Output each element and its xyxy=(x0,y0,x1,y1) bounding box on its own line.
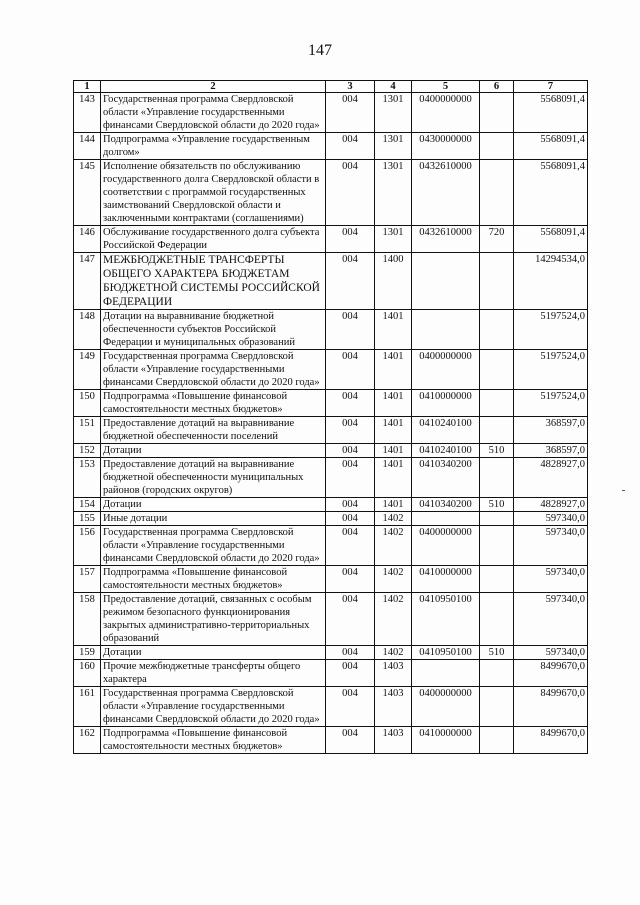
table-row xyxy=(74,390,588,417)
cell-amount: 8499670,0 xyxy=(514,687,588,727)
cell-section-code: 1401 xyxy=(375,498,412,512)
table-row xyxy=(74,512,588,526)
cell-section-code: 1403 xyxy=(375,660,412,687)
cell-item-name: Предоставление дотаций на выравнивание бюджетной обеспеченности поселений xyxy=(101,417,326,444)
header-col-4: 4 xyxy=(375,81,412,93)
cell-row-number: 146 xyxy=(74,226,101,253)
cell-target-code: 0432610000 xyxy=(412,226,480,253)
cell-row-number: 148 xyxy=(74,310,101,350)
cell-ministry-code: 004 xyxy=(326,390,375,417)
table-row xyxy=(74,458,588,498)
cell-row-number: 150 xyxy=(74,390,101,417)
cell-row-number: 145 xyxy=(74,160,101,226)
cell-ministry-code: 004 xyxy=(326,133,375,160)
cell-row-number: 158 xyxy=(74,593,101,646)
cell-section-code: 1400 xyxy=(375,253,412,310)
cell-expense-type: 510 xyxy=(480,646,514,660)
cell-expense-type: 510 xyxy=(480,498,514,512)
cell-section-code: 1402 xyxy=(375,646,412,660)
cell-row-number: 152 xyxy=(74,444,101,458)
cell-expense-type: 510 xyxy=(480,444,514,458)
header-row xyxy=(74,81,588,93)
cell-section-code: 1403 xyxy=(375,727,412,754)
cell-row-number: 153 xyxy=(74,458,101,498)
header-col-2: 2 xyxy=(101,81,326,93)
table-row xyxy=(74,646,588,660)
cell-amount: 597340,0 xyxy=(514,512,588,526)
cell-row-number: 155 xyxy=(74,512,101,526)
cell-row-number: 160 xyxy=(74,660,101,687)
cell-row-number: 149 xyxy=(74,350,101,390)
cell-amount: 5568091,4 xyxy=(514,93,588,133)
cell-row-number: 154 xyxy=(74,498,101,512)
cell-ministry-code: 004 xyxy=(326,226,375,253)
cell-ministry-code: 004 xyxy=(326,498,375,512)
table-row xyxy=(74,566,588,593)
cell-expense-type xyxy=(480,253,514,310)
table-row xyxy=(74,444,588,458)
cell-ministry-code: 004 xyxy=(326,512,375,526)
cell-section-code: 1402 xyxy=(375,526,412,566)
cell-row-number: 143 xyxy=(74,93,101,133)
cell-target-code: 0432610000 xyxy=(412,160,480,226)
cell-amount: 8499670,0 xyxy=(514,660,588,687)
cell-target-code xyxy=(412,253,480,310)
cell-ministry-code: 004 xyxy=(326,458,375,498)
cell-ministry-code: 004 xyxy=(326,350,375,390)
table-row xyxy=(74,133,588,160)
cell-item-name: Государственная программа Свердловской области «Управление государственными финансами Свердловской области до 2020 года» xyxy=(101,350,326,390)
cell-amount: 597340,0 xyxy=(514,526,588,566)
cell-amount: 5197524,0 xyxy=(514,310,588,350)
cell-section-code: 1401 xyxy=(375,310,412,350)
cell-section-code: 1402 xyxy=(375,593,412,646)
cell-amount: 5568091,4 xyxy=(514,226,588,253)
cell-item-name: Исполнение обязательств по обслуживанию государственного долга Свердловской области в соответствии с программой государственных заимствований Свердловской области и заключенными контрактами (соглашениями) xyxy=(101,160,326,226)
cell-amount: 8499670,0 xyxy=(514,727,588,754)
cell-target-code: 0410240100 xyxy=(412,417,480,444)
cell-amount: 5197524,0 xyxy=(514,390,588,417)
cell-ministry-code: 004 xyxy=(326,417,375,444)
cell-expense-type xyxy=(480,390,514,417)
cell-section-code: 1401 xyxy=(375,444,412,458)
cell-target-code: 0410950100 xyxy=(412,593,480,646)
table-row xyxy=(74,310,588,350)
header-col-3: 3 xyxy=(326,81,375,93)
cell-expense-type xyxy=(480,93,514,133)
table-row xyxy=(74,660,588,687)
cell-amount: 368597,0 xyxy=(514,417,588,444)
cell-ministry-code: 004 xyxy=(326,310,375,350)
table-row xyxy=(74,727,588,754)
cell-target-code xyxy=(412,310,480,350)
cell-target-code: 0400000000 xyxy=(412,93,480,133)
cell-item-name: Дотации на выравнивание бюджетной обеспеченности субъектов Российской Федерации и муниципальных образований xyxy=(101,310,326,350)
cell-item-name: Прочие межбюджетные трансферты общего характера xyxy=(101,660,326,687)
cell-section-code: 1403 xyxy=(375,687,412,727)
cell-amount: 368597,0 xyxy=(514,444,588,458)
cell-item-name: Предоставление дотаций на выравнивание бюджетной обеспеченности муниципальных районов (городских округов) xyxy=(101,458,326,498)
cell-row-number: 147 xyxy=(74,253,101,310)
budget-table xyxy=(73,80,588,754)
table-row xyxy=(74,687,588,727)
cell-row-number: 144 xyxy=(74,133,101,160)
cell-target-code xyxy=(412,512,480,526)
cell-target-code: 0400000000 xyxy=(412,687,480,727)
cell-expense-type xyxy=(480,458,514,498)
page-number: 147 xyxy=(308,42,332,59)
table-row xyxy=(74,526,588,566)
cell-section-code: 1301 xyxy=(375,226,412,253)
cell-row-number: 156 xyxy=(74,526,101,566)
cell-item-name: Предоставление дотаций, связанных с особым режимом безопасного функционирования закрытых административно-территориальных образований xyxy=(101,593,326,646)
table-row xyxy=(74,593,588,646)
cell-item-name: Подпрограмма «Повышение финансовой самостоятельности местных бюджетов» xyxy=(101,727,326,754)
cell-item-name: Обслуживание государственного долга субъекта Российской Федерации xyxy=(101,226,326,253)
cell-target-code: 0400000000 xyxy=(412,526,480,566)
cell-expense-type xyxy=(480,566,514,593)
cell-amount: 14294534,0 xyxy=(514,253,588,310)
cell-item-name: Дотации xyxy=(101,498,326,512)
cell-item-name: МЕЖБЮДЖЕТНЫЕ ТРАНСФЕРТЫ ОБЩЕГО ХАРАКТЕРА БЮДЖЕТАМ БЮДЖЕТНОЙ СИСТЕМЫ РОССИЙСКОЙ ФЕДЕРАЦИИ xyxy=(101,253,326,310)
cell-target-code: 0410240100 xyxy=(412,444,480,458)
header-col-1: 1 xyxy=(74,81,101,93)
cell-section-code: 1402 xyxy=(375,566,412,593)
cell-target-code: 0400000000 xyxy=(412,350,480,390)
table-row xyxy=(74,226,588,253)
cell-item-name: Подпрограмма «Управление государственным долгом» xyxy=(101,133,326,160)
header-col-5: 5 xyxy=(412,81,480,93)
cell-ministry-code: 004 xyxy=(326,526,375,566)
cell-section-code: 1401 xyxy=(375,458,412,498)
cell-amount: 597340,0 xyxy=(514,593,588,646)
cell-ministry-code: 004 xyxy=(326,444,375,458)
cell-expense-type xyxy=(480,512,514,526)
table-row xyxy=(74,498,588,512)
cell-item-name: Дотации xyxy=(101,646,326,660)
cell-row-number: 151 xyxy=(74,417,101,444)
cell-row-number: 157 xyxy=(74,566,101,593)
cell-amount: 597340,0 xyxy=(514,566,588,593)
table-row xyxy=(74,93,588,133)
cell-item-name: Государственная программа Свердловской области «Управление государственными финансами Свердловской области до 2020 года» xyxy=(101,687,326,727)
cell-target-code: 0410000000 xyxy=(412,727,480,754)
cell-ministry-code: 004 xyxy=(326,593,375,646)
cell-ministry-code: 004 xyxy=(326,646,375,660)
cell-ministry-code: 004 xyxy=(326,727,375,754)
cell-target-code: 0410000000 xyxy=(412,390,480,417)
cell-row-number: 159 xyxy=(74,646,101,660)
cell-amount: 5568091,4 xyxy=(514,133,588,160)
cell-expense-type xyxy=(480,350,514,390)
cell-ministry-code: 004 xyxy=(326,687,375,727)
cell-amount: 4828927,0 xyxy=(514,498,588,512)
cell-expense-type xyxy=(480,727,514,754)
cell-target-code: 0410340200 xyxy=(412,458,480,498)
cell-section-code: 1301 xyxy=(375,160,412,226)
cell-amount: 5568091,4 xyxy=(514,160,588,226)
cell-amount: 597340,0 xyxy=(514,646,588,660)
scan-mark xyxy=(622,490,625,491)
cell-section-code: 1402 xyxy=(375,512,412,526)
cell-row-number: 162 xyxy=(74,727,101,754)
table-body xyxy=(74,93,588,754)
cell-amount: 4828927,0 xyxy=(514,458,588,498)
cell-expense-type xyxy=(480,160,514,226)
cell-ministry-code: 004 xyxy=(326,160,375,226)
cell-item-name: Иные дотации xyxy=(101,512,326,526)
cell-expense-type: 720 xyxy=(480,226,514,253)
cell-ministry-code: 004 xyxy=(326,660,375,687)
header-col-7: 7 xyxy=(514,81,588,93)
cell-expense-type xyxy=(480,526,514,566)
cell-target-code: 0410340200 xyxy=(412,498,480,512)
cell-target-code xyxy=(412,660,480,687)
cell-ministry-code: 004 xyxy=(326,566,375,593)
cell-ministry-code: 004 xyxy=(326,253,375,310)
cell-target-code: 0410950100 xyxy=(412,646,480,660)
cell-section-code: 1401 xyxy=(375,350,412,390)
table-row xyxy=(74,350,588,390)
cell-expense-type xyxy=(480,310,514,350)
cell-target-code: 0410000000 xyxy=(412,566,480,593)
cell-expense-type xyxy=(480,687,514,727)
cell-item-name: Подпрограмма «Повышение финансовой самостоятельности местных бюджетов» xyxy=(101,390,326,417)
header-col-6: 6 xyxy=(480,81,514,93)
table-row xyxy=(74,253,588,310)
cell-ministry-code: 004 xyxy=(326,93,375,133)
cell-expense-type xyxy=(480,593,514,646)
table-row xyxy=(74,160,588,226)
cell-item-name: Государственная программа Свердловской области «Управление государственными финансами Свердловской области до 2020 года» xyxy=(101,93,326,133)
cell-section-code: 1401 xyxy=(375,417,412,444)
cell-section-code: 1301 xyxy=(375,133,412,160)
cell-expense-type xyxy=(480,133,514,160)
table-row xyxy=(74,417,588,444)
cell-expense-type xyxy=(480,417,514,444)
cell-row-number: 161 xyxy=(74,687,101,727)
cell-target-code: 0430000000 xyxy=(412,133,480,160)
cell-section-code: 1301 xyxy=(375,93,412,133)
cell-expense-type xyxy=(480,660,514,687)
cell-amount: 5197524,0 xyxy=(514,350,588,390)
cell-item-name: Дотации xyxy=(101,444,326,458)
cell-item-name: Подпрограмма «Повышение финансовой самостоятельности местных бюджетов» xyxy=(101,566,326,593)
cell-section-code: 1401 xyxy=(375,390,412,417)
cell-item-name: Государственная программа Свердловской области «Управление государственными финансами Свердловской области до 2020 года» xyxy=(101,526,326,566)
